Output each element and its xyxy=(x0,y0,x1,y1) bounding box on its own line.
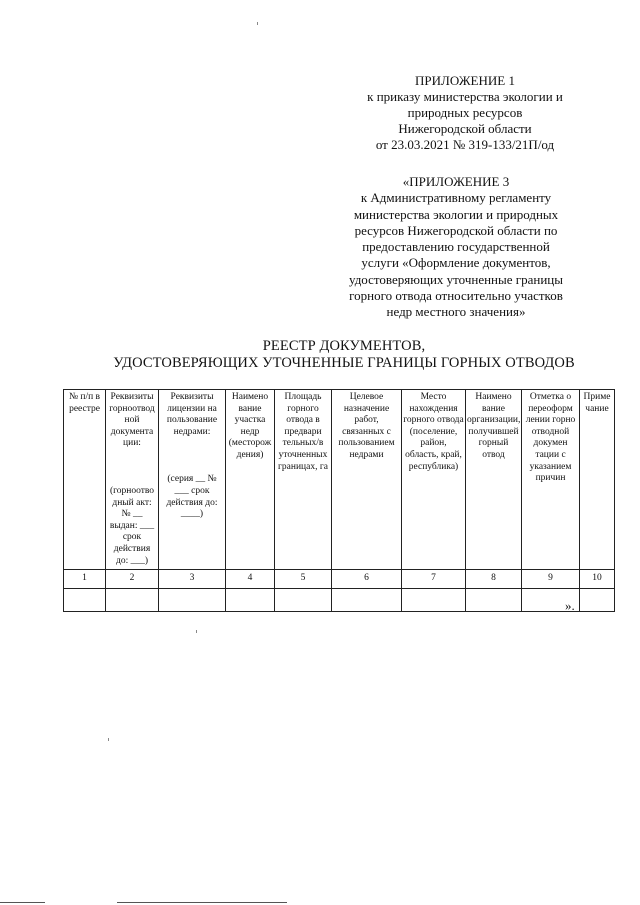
appendix-3-line: удостоверяющих уточненные границы xyxy=(349,271,563,287)
appendix-3-line: горного отвода относительно участков xyxy=(349,288,563,304)
column-number: 2 xyxy=(106,570,159,589)
appendix-3-line: к Административному регламенту xyxy=(360,190,552,206)
column-number: 1 xyxy=(64,570,106,589)
column-number: 3 xyxy=(159,570,226,589)
header-mining-docs: Реквизиты горноотвод ной документа ции: (горноотво дный акт: № __ выдан: ___ срок действия до: ___) xyxy=(106,390,159,570)
table-cell xyxy=(64,589,106,612)
table-cell xyxy=(332,589,402,612)
header-location: Место нахождения горного отвода (поселение, район, область, край, республика) xyxy=(402,390,466,570)
scan-artifact xyxy=(196,630,197,633)
header-organization: Наимено вание организации, получившей горный отвод xyxy=(466,390,522,570)
scan-edge-line xyxy=(117,902,287,903)
scan-artifact xyxy=(108,738,109,741)
column-number: 9 xyxy=(522,570,580,589)
appendix-1-order-number: от 23.03.2021 № 319-133/21П/од xyxy=(375,137,555,152)
column-number: 4 xyxy=(226,570,275,589)
appendix-3-header xyxy=(322,174,590,321)
appendix-3-line: предоставлению государственной xyxy=(362,239,550,255)
column-number: 7 xyxy=(402,570,466,589)
header-license: Реквизиты лицензии на пользование недрами: (серия __ № ___ срок действия до: ____) xyxy=(159,390,226,570)
column-number: 6 xyxy=(332,570,402,589)
table-cell xyxy=(275,589,332,612)
appendix-3-line: недр местного значения» xyxy=(386,304,526,320)
table-cell xyxy=(580,589,615,612)
appendix-1-title: ПРИЛОЖЕНИЕ 1 xyxy=(415,73,515,88)
closing-quote-mark: ». xyxy=(565,598,575,613)
appendix-1-line: к приказу министерства экологии и xyxy=(367,89,563,104)
header-license-details: (серия __ № ___ срок действия до: ____) xyxy=(166,474,218,520)
column-number: 10 xyxy=(580,570,615,589)
header-purpose: Целевое назначение работ, связанных с пользованием недрами xyxy=(332,390,402,570)
header-reissue-note: Отметка о переоформ лении горно отводной докумен тации с указанием причин xyxy=(522,390,580,570)
appendix-3-title: «ПРИЛОЖЕНИЕ 3 xyxy=(402,174,510,189)
table-column-numbers-row xyxy=(64,570,615,589)
header-area: Площадь горного отвода в предвари тельных/в уточненных границах, га xyxy=(275,390,332,570)
table-cell xyxy=(402,589,466,612)
appendix-1-header xyxy=(340,73,590,153)
table-cell xyxy=(466,589,522,612)
appendix-3-line: услуги «Оформление документов, xyxy=(361,255,551,271)
registry-title-line-1: РЕЕСТР ДОКУМЕНТОВ, xyxy=(262,338,426,354)
appendix-1-line: Нижегородской области xyxy=(398,121,532,136)
header-number: № п/п в реестре xyxy=(64,390,106,570)
appendix-1-line: природных ресурсов xyxy=(407,105,523,120)
registry-title xyxy=(60,338,628,372)
table-cell xyxy=(106,589,159,612)
scan-artifact xyxy=(257,22,258,25)
appendix-3-line: министерства экологии и природных xyxy=(353,206,559,222)
registry-title-line-2: УДОСТОВЕРЯЮЩИХ УТОЧНЕННЫЕ ГРАНИЦЫ ГОРНЫХ ОТВОДОВ xyxy=(113,355,575,371)
header-mining-docs-details: (горноотво дный акт: № __ выдан: ___ срок действия до: ___) xyxy=(109,485,155,566)
table-header-row xyxy=(64,390,615,570)
appendix-3-line: ресурсов Нижегородской области по xyxy=(354,222,558,238)
scan-edge-line xyxy=(0,902,45,903)
column-number: 5 xyxy=(275,570,332,589)
column-number: 8 xyxy=(466,570,522,589)
header-site-name: Наимено вание участка недр (месторож дения) xyxy=(226,390,275,570)
header-remark: Приме чание xyxy=(580,390,615,570)
table-row-empty xyxy=(64,589,615,612)
registry-table xyxy=(63,389,615,612)
table-cell xyxy=(226,589,275,612)
table-cell xyxy=(159,589,226,612)
